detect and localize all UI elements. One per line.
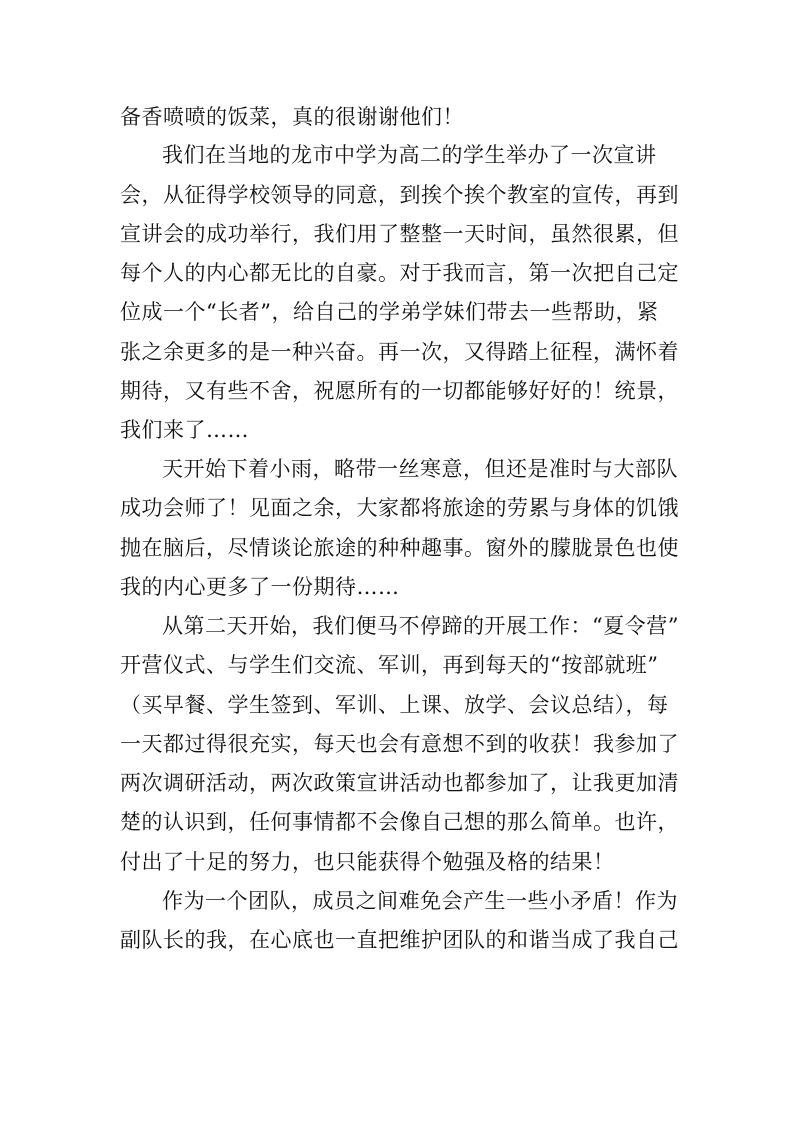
text-line: 我们来了……: [120, 418, 249, 442]
text-line: 副队长的我，在心底也一直把维护团队的和谐当成了我自己: [120, 928, 679, 952]
paragraph-first-line: 我们在当地的龙市中学为高二的学生举办了一次宣讲: [162, 143, 657, 167]
text-line: 成功会师了！见面之余，大家都将旅途的劳累与身体的饥饿: [120, 496, 679, 520]
paragraph-first-line: 作为一个团队，成员之间难免会产生一些小矛盾！作为: [162, 889, 678, 913]
text-line: 楚的认识到，任何事情都不会像自己想的那么简单。也许，: [120, 810, 679, 834]
text-line: 位成一个“长者”，给自己的学弟学妹们带去一些帮助，紧: [120, 300, 659, 324]
text-line: 开营仪式、与学生们交流、军训，再到每天的“按部就班”: [120, 653, 659, 677]
text-line: 两次调研活动，两次政策宣讲活动也都参加了，让我更加清: [120, 771, 679, 795]
text-line: 备香喷喷的饭菜，真的很谢谢他们！: [120, 105, 464, 129]
paragraph-first-line: 天开始下着小雨，略带一丝寒意，但还是准时与大部队: [162, 457, 678, 481]
text-line: 一天都过得很充实，每天也会有意想不到的收获！我参加了: [120, 732, 679, 756]
text-line: 每个人的内心都无比的自豪。对于我而言，第一次把自己定: [120, 261, 679, 285]
text-line: 期待，又有些不舍，祝愿所有的一切都能够好好的！统景，: [120, 379, 679, 403]
text-line: 宣讲会的成功举行，我们用了整整一天时间，虽然很累，但: [120, 222, 679, 246]
text-line: 付出了十足的努力，也只能获得个勉强及格的结果！: [120, 850, 615, 874]
paragraph-first-line: 从第二天开始，我们便马不停蹄的开展工作：“夏令营”: [162, 614, 679, 638]
text-line: 我的内心更多了一份期待……: [120, 575, 400, 599]
text-line: 抛在脑后，尽情谈论旅途的种种趣事。窗外的朦胧景色也使: [120, 536, 679, 560]
text-line: 会，从征得学校领导的同意，到挨个挨个教室的宣传，再到: [120, 183, 679, 207]
text-line: 张之余更多的是一种兴奋。再一次，又得踏上征程，满怀着: [120, 340, 679, 364]
text-line: （买早餐、学生签到、军训、上课、放学、会议总结），每: [120, 693, 669, 717]
